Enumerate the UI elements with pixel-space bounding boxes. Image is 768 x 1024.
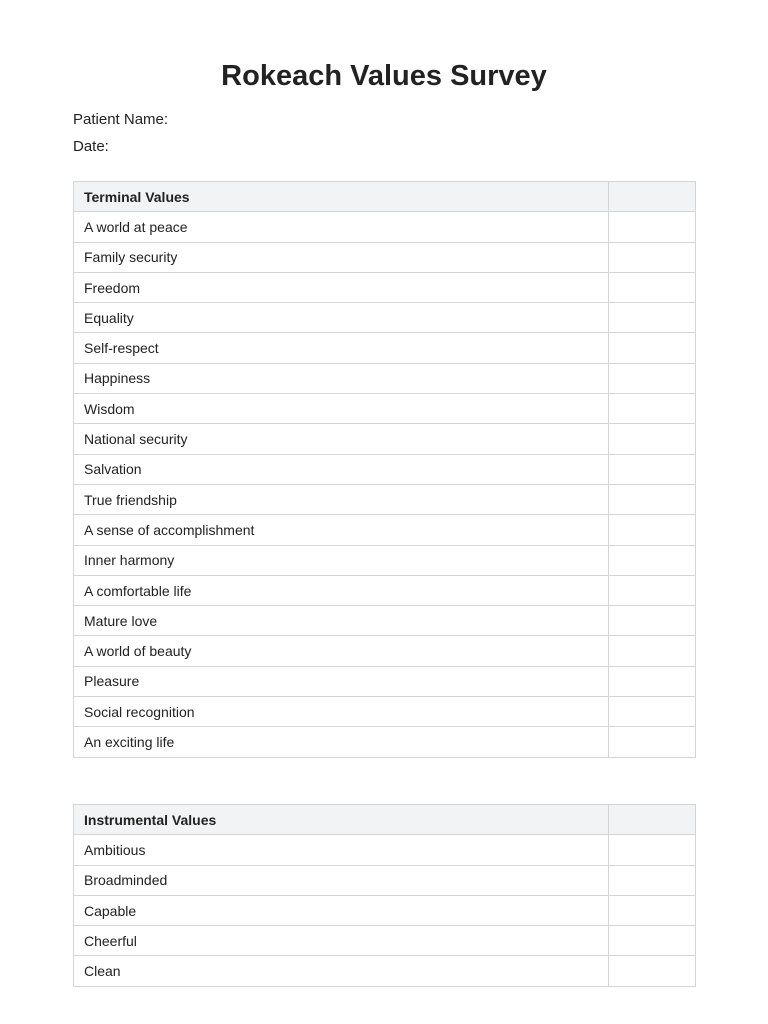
instrumental-values-body	[74, 835, 696, 986]
value-label: Ambitious	[74, 835, 609, 865]
value-label: National security	[74, 424, 609, 454]
value-label: Mature love	[74, 606, 609, 636]
table-row	[74, 303, 696, 333]
value-label: Salvation	[74, 454, 609, 484]
table-row	[74, 272, 696, 302]
instrumental-values-header: Instrumental Values	[74, 805, 609, 835]
rank-cell[interactable]	[609, 666, 696, 696]
table-row	[74, 394, 696, 424]
terminal-values-body	[74, 212, 696, 757]
rank-cell[interactable]	[609, 303, 696, 333]
value-label: Capable	[74, 895, 609, 925]
terminal-values-header-row	[74, 182, 696, 212]
rank-cell[interactable]	[609, 926, 696, 956]
value-label: True friendship	[74, 484, 609, 514]
table-row	[74, 636, 696, 666]
terminal-values-table	[73, 181, 696, 758]
rank-cell[interactable]	[609, 212, 696, 242]
rank-cell[interactable]	[609, 424, 696, 454]
rank-cell[interactable]	[609, 515, 696, 545]
table-row	[74, 956, 696, 986]
table-row	[74, 515, 696, 545]
table-row	[74, 242, 696, 272]
table-row	[74, 424, 696, 454]
value-label: Self-respect	[74, 333, 609, 363]
table-row	[74, 865, 696, 895]
rank-cell[interactable]	[609, 636, 696, 666]
rank-cell[interactable]	[609, 545, 696, 575]
rank-cell[interactable]	[609, 242, 696, 272]
table-row	[74, 697, 696, 727]
table-row	[74, 727, 696, 757]
rank-cell[interactable]	[609, 865, 696, 895]
table-row	[74, 835, 696, 865]
table-row	[74, 666, 696, 696]
value-label: Clean	[74, 956, 609, 986]
table-row	[74, 454, 696, 484]
rank-cell[interactable]	[609, 454, 696, 484]
table-row	[74, 484, 696, 514]
value-label: A world of beauty	[74, 636, 609, 666]
instrumental-values-header-row	[74, 805, 696, 835]
value-label: A sense of accomplishment	[74, 515, 609, 545]
terminal-rank-header	[609, 182, 696, 212]
rank-cell[interactable]	[609, 575, 696, 605]
rank-cell[interactable]	[609, 272, 696, 302]
rank-cell[interactable]	[609, 697, 696, 727]
value-label: Family security	[74, 242, 609, 272]
table-row	[74, 333, 696, 363]
table-row	[74, 575, 696, 605]
rank-cell[interactable]	[609, 606, 696, 636]
rank-cell[interactable]	[609, 727, 696, 757]
instrumental-rank-header	[609, 805, 696, 835]
table-row	[74, 606, 696, 636]
patient-name-label: Patient Name:	[73, 111, 169, 128]
rank-cell[interactable]	[609, 394, 696, 424]
page-title: Rokeach Values Survey	[221, 60, 547, 92]
table-row	[74, 545, 696, 575]
instrumental-values-table	[73, 804, 696, 987]
value-label: Pleasure	[74, 666, 609, 696]
terminal-values-header: Terminal Values	[74, 182, 609, 212]
table-row	[74, 363, 696, 393]
value-label: A comfortable life	[74, 575, 609, 605]
value-label: Inner harmony	[74, 545, 609, 575]
value-label: Cheerful	[74, 926, 609, 956]
table-row	[74, 926, 696, 956]
value-label: Happiness	[74, 363, 609, 393]
rank-cell[interactable]	[609, 956, 696, 986]
value-label: Wisdom	[74, 394, 609, 424]
date-label: Date:	[73, 138, 109, 155]
rank-cell[interactable]	[609, 484, 696, 514]
value-label: A world at peace	[74, 212, 609, 242]
table-row	[74, 212, 696, 242]
value-label: Freedom	[74, 272, 609, 302]
value-label: Broadminded	[74, 865, 609, 895]
value-label: Social recognition	[74, 697, 609, 727]
rank-cell[interactable]	[609, 363, 696, 393]
table-row	[74, 895, 696, 925]
rank-cell[interactable]	[609, 835, 696, 865]
value-label: Equality	[74, 303, 609, 333]
rank-cell[interactable]	[609, 895, 696, 925]
rank-cell[interactable]	[609, 333, 696, 363]
value-label: An exciting life	[74, 727, 609, 757]
